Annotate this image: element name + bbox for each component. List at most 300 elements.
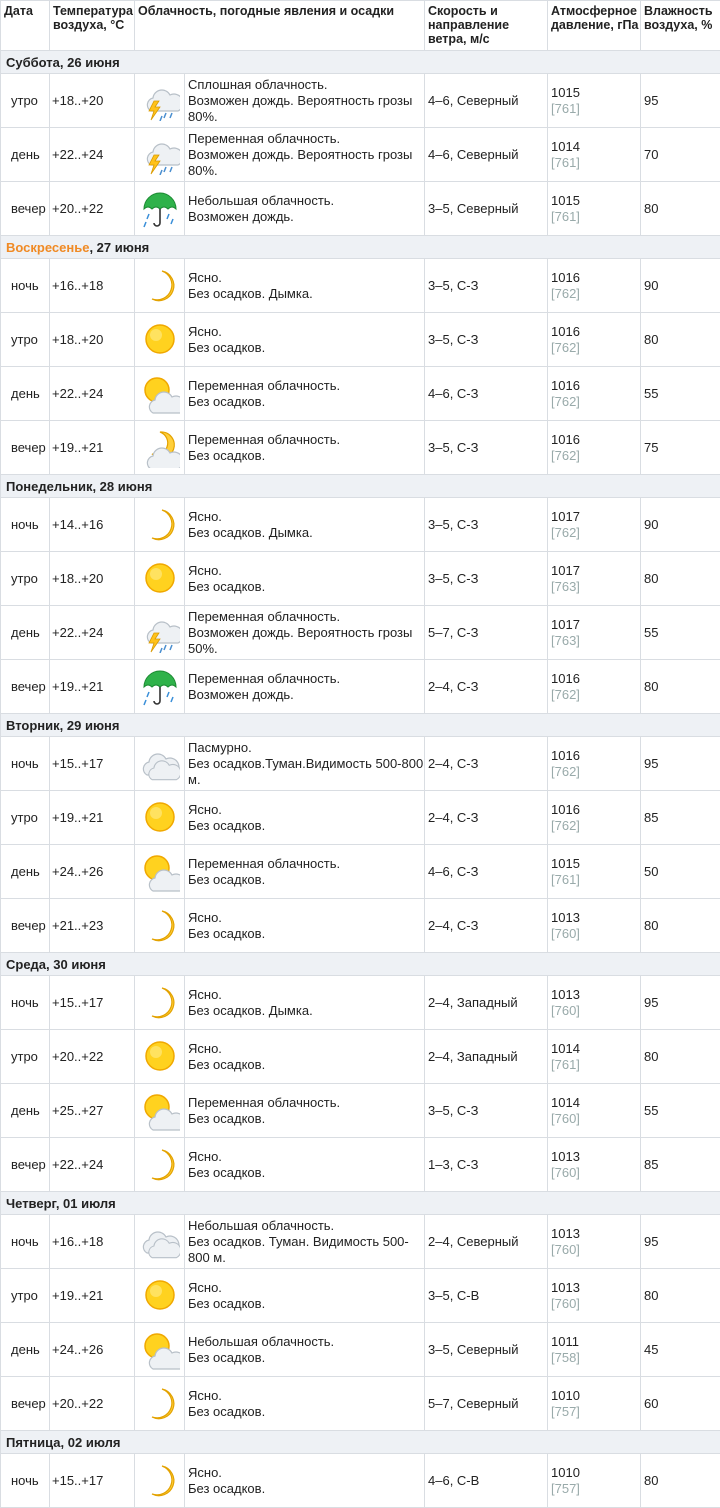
humidity: 95 (641, 1215, 720, 1269)
cloudiness-text: Ясно. (188, 324, 424, 340)
moon-icon (135, 1145, 184, 1185)
precipitation-text: Без осадков. Дымка. (188, 286, 424, 302)
precipitation-text: Без осадков. (188, 818, 424, 834)
conditions (185, 74, 425, 128)
day-date: , 01 июля (56, 1196, 116, 1211)
forecast-row (1, 845, 720, 899)
temperature: +18..+20 (50, 313, 135, 367)
weather-icon-cell (135, 976, 185, 1030)
pressure (548, 367, 641, 421)
pressure-hpa: 1015 (551, 856, 640, 872)
weather-icon-cell (135, 845, 185, 899)
pressure-mmhg: [760] (551, 1111, 640, 1127)
wind: 3–5, С-В (425, 1269, 548, 1323)
pressure-hpa: 1016 (551, 432, 640, 448)
pressure-mmhg: [763] (551, 579, 640, 595)
pressure-mmhg: [762] (551, 394, 640, 410)
humidity: 80 (641, 552, 720, 606)
time-of-day: день (1, 367, 50, 421)
pressure-mmhg: [762] (551, 525, 640, 541)
conditions (185, 1454, 425, 1508)
temperature: +25..+27 (50, 1084, 135, 1138)
time-of-day: утро (1, 1269, 50, 1323)
temperature: +22..+24 (50, 1138, 135, 1192)
time-of-day: день (1, 1084, 50, 1138)
forecast-row (1, 259, 720, 313)
conditions (185, 1084, 425, 1138)
time-of-day: вечер (1, 1138, 50, 1192)
humidity: 85 (641, 791, 720, 845)
cloudiness-text: Переменная облачность. (188, 432, 424, 448)
humidity: 70 (641, 128, 720, 182)
cloudiness-text: Небольшая облачность. (188, 1334, 424, 1350)
wind: 3–5, С-З (425, 259, 548, 313)
precipitation-text: Без осадков. (188, 448, 424, 464)
weather-icon-cell (135, 606, 185, 660)
temperature: +16..+18 (50, 259, 135, 313)
wind: 3–5, Северный (425, 182, 548, 236)
day-name: Воскресенье (6, 240, 89, 255)
pressure (548, 606, 641, 660)
weather-icon-cell (135, 421, 185, 475)
weather-icon-cell (135, 1084, 185, 1138)
sun-cloud-icon (135, 374, 184, 414)
precipitation-text: Без осадков. (188, 1057, 424, 1073)
moon-icon (135, 1461, 184, 1501)
pressure (548, 552, 641, 606)
time-of-day: утро (1, 313, 50, 367)
pressure-hpa: 1013 (551, 910, 640, 926)
pressure-hpa: 1015 (551, 85, 640, 101)
pressure (548, 737, 641, 791)
temperature: +19..+21 (50, 421, 135, 475)
pressure-mmhg: [760] (551, 926, 640, 942)
day-header-row (1, 953, 720, 976)
time-of-day: ночь (1, 737, 50, 791)
pressure-mmhg: [757] (551, 1481, 640, 1497)
temperature: +18..+20 (50, 552, 135, 606)
precipitation-text: Без осадков. Дымка. (188, 525, 424, 541)
temperature: +16..+18 (50, 1215, 135, 1269)
conditions (185, 259, 425, 313)
pressure-hpa: 1013 (551, 1226, 640, 1242)
time-of-day: ночь (1, 1215, 50, 1269)
precipitation-text: Возможен дождь. (188, 209, 424, 225)
temperature: +24..+26 (50, 845, 135, 899)
sun-cloud-icon (135, 1091, 184, 1131)
pressure-hpa: 1017 (551, 509, 640, 525)
day-header-row (1, 1192, 720, 1215)
wind: 1–3, С-З (425, 1138, 548, 1192)
conditions (185, 498, 425, 552)
weather-icon-cell (135, 1377, 185, 1431)
header-wind: Скорость и направление ветра, м/с (425, 1, 548, 51)
time-of-day: день (1, 1323, 50, 1377)
header-row (1, 1, 720, 51)
time-of-day: день (1, 845, 50, 899)
pressure-hpa: 1016 (551, 748, 640, 764)
cloudiness-text: Ясно. (188, 270, 424, 286)
sun-icon (135, 798, 184, 838)
day-name: Суббота (6, 55, 60, 70)
pressure-hpa: 1016 (551, 802, 640, 818)
header-conditions: Облачность, погодные явления и осадки (135, 1, 425, 51)
forecast-row (1, 1084, 720, 1138)
sun-icon (135, 320, 184, 360)
time-of-day: вечер (1, 660, 50, 714)
cloudiness-text: Ясно. (188, 563, 424, 579)
pressure-mmhg: [762] (551, 687, 640, 703)
umbrella-rain-icon (135, 189, 184, 229)
temperature: +19..+21 (50, 791, 135, 845)
precipitation-text: Без осадков. (188, 579, 424, 595)
day-name: Пятница (6, 1435, 61, 1450)
precipitation-text: Без осадков. (188, 926, 424, 942)
humidity: 80 (641, 313, 720, 367)
forecast-row (1, 1138, 720, 1192)
humidity: 80 (641, 660, 720, 714)
precipitation-text: Без осадков. Дымка. (188, 1003, 424, 1019)
thunderstorm-icon (135, 135, 184, 175)
forecast-row (1, 182, 720, 236)
precipitation-text: Без осадков. (188, 1404, 424, 1420)
weather-icon-cell (135, 791, 185, 845)
precipitation-text: Без осадков.Туман.Видимость 500-800 м. (188, 756, 424, 788)
weather-icon-cell (135, 1030, 185, 1084)
day-name: Четверг (6, 1196, 56, 1211)
wind: 3–5, С-З (425, 498, 548, 552)
precipitation-text: Возможен дождь. Вероятность грозы 80%. (188, 147, 424, 179)
cloudiness-text: Небольшая облачность. (188, 1218, 424, 1234)
wind: 5–7, С-З (425, 606, 548, 660)
cloudiness-text: Ясно. (188, 509, 424, 525)
pressure-mmhg: [758] (551, 1350, 640, 1366)
humidity: 80 (641, 1030, 720, 1084)
pressure-mmhg: [760] (551, 1003, 640, 1019)
precipitation-text: Без осадков. (188, 1296, 424, 1312)
moon-icon (135, 983, 184, 1023)
wind: 3–5, С-З (425, 421, 548, 475)
conditions (185, 660, 425, 714)
time-of-day: вечер (1, 421, 50, 475)
pressure-hpa: 1013 (551, 1149, 640, 1165)
umbrella-rain-icon (135, 667, 184, 707)
wind: 4–6, С-З (425, 367, 548, 421)
wind: 3–5, С-З (425, 313, 548, 367)
humidity: 80 (641, 1454, 720, 1508)
conditions (185, 313, 425, 367)
conditions (185, 791, 425, 845)
humidity: 55 (641, 1084, 720, 1138)
precipitation-text: Без осадков. (188, 1165, 424, 1181)
moon-icon (135, 505, 184, 545)
thunderstorm-icon (135, 613, 184, 653)
cloudiness-text: Переменная облачность. (188, 609, 424, 625)
pressure-hpa: 1014 (551, 1095, 640, 1111)
forecast-row (1, 498, 720, 552)
pressure (548, 259, 641, 313)
wind: 2–4, С-З (425, 791, 548, 845)
day-header (1, 51, 720, 74)
forecast-row (1, 552, 720, 606)
day-header-row (1, 236, 720, 259)
precipitation-text: Без осадков. Туман. Видимость 500-800 м. (188, 1234, 424, 1266)
conditions (185, 1377, 425, 1431)
pressure-mmhg: [761] (551, 872, 640, 888)
day-header (1, 1192, 720, 1215)
conditions (185, 1323, 425, 1377)
wind: 2–4, Северный (425, 1215, 548, 1269)
precipitation-text: Без осадков. (188, 394, 424, 410)
day-header (1, 236, 720, 259)
pressure-hpa: 1015 (551, 193, 640, 209)
precipitation-text: Без осадков. (188, 340, 424, 356)
pressure-mmhg: [761] (551, 1057, 640, 1073)
forecast-row (1, 1323, 720, 1377)
header-temperature: Температура воздуха, °C (50, 1, 135, 51)
time-of-day: ночь (1, 259, 50, 313)
header-date: Дата (1, 1, 50, 51)
cloudiness-text: Переменная облачность. (188, 131, 424, 147)
cloud-icon (135, 1222, 184, 1262)
humidity: 90 (641, 498, 720, 552)
temperature: +18..+20 (50, 74, 135, 128)
temperature: +24..+26 (50, 1323, 135, 1377)
time-of-day: утро (1, 74, 50, 128)
weather-icon-cell (135, 128, 185, 182)
forecast-row (1, 737, 720, 791)
wind: 2–4, С-З (425, 737, 548, 791)
humidity: 95 (641, 976, 720, 1030)
conditions (185, 1269, 425, 1323)
time-of-day: вечер (1, 899, 50, 953)
pressure-mmhg: [762] (551, 286, 640, 302)
cloudiness-text: Сплошная облачность. (188, 77, 424, 93)
temperature: +20..+22 (50, 1030, 135, 1084)
pressure (548, 1084, 641, 1138)
weather-icon-cell (135, 182, 185, 236)
cloudiness-text: Небольшая облачность. (188, 193, 424, 209)
pressure-hpa: 1016 (551, 324, 640, 340)
forecast-row (1, 367, 720, 421)
wind: 2–4, С-З (425, 660, 548, 714)
moon-icon (135, 906, 184, 946)
pressure (548, 1215, 641, 1269)
temperature: +22..+24 (50, 367, 135, 421)
weather-icon-cell (135, 737, 185, 791)
temperature: +22..+24 (50, 128, 135, 182)
day-name: Вторник (6, 718, 60, 733)
forecast-row (1, 1377, 720, 1431)
pressure (548, 1138, 641, 1192)
humidity: 45 (641, 1323, 720, 1377)
pressure-mmhg: [762] (551, 340, 640, 356)
humidity: 85 (641, 1138, 720, 1192)
humidity: 80 (641, 899, 720, 953)
pressure-hpa: 1010 (551, 1388, 640, 1404)
forecast-row (1, 660, 720, 714)
cloudiness-text: Пасмурно. (188, 740, 424, 756)
pressure (548, 498, 641, 552)
weather-icon-cell (135, 899, 185, 953)
pressure-hpa: 1017 (551, 563, 640, 579)
temperature: +19..+21 (50, 660, 135, 714)
thunderstorm-icon (135, 81, 184, 121)
wind: 5–7, Северный (425, 1377, 548, 1431)
day-header-row (1, 51, 720, 74)
precipitation-text: Без осадков. (188, 872, 424, 888)
sun-cloud-icon (135, 852, 184, 892)
pressure-hpa: 1014 (551, 1041, 640, 1057)
day-header (1, 953, 720, 976)
temperature: +20..+22 (50, 1377, 135, 1431)
humidity: 60 (641, 1377, 720, 1431)
cloudiness-text: Ясно. (188, 1465, 424, 1481)
pressure-mmhg: [761] (551, 101, 640, 117)
weather-icon-cell (135, 74, 185, 128)
weather-icon-cell (135, 1269, 185, 1323)
time-of-day: утро (1, 552, 50, 606)
pressure (548, 1269, 641, 1323)
cloudiness-text: Ясно. (188, 910, 424, 926)
pressure-hpa: 1016 (551, 270, 640, 286)
humidity: 90 (641, 259, 720, 313)
forecast-row (1, 421, 720, 475)
cloudiness-text: Ясно. (188, 1149, 424, 1165)
conditions (185, 737, 425, 791)
day-header (1, 1431, 720, 1454)
time-of-day: день (1, 128, 50, 182)
sun-cloud-icon (135, 1330, 184, 1370)
day-date: , 29 июня (60, 718, 120, 733)
pressure (548, 74, 641, 128)
pressure (548, 1323, 641, 1377)
time-of-day: ночь (1, 1454, 50, 1508)
conditions (185, 845, 425, 899)
day-name: Среда (6, 957, 46, 972)
wind: 3–5, С-З (425, 552, 548, 606)
wind: 4–6, С-З (425, 845, 548, 899)
pressure (548, 421, 641, 475)
time-of-day: день (1, 606, 50, 660)
precipitation-text: Возможен дождь. Вероятность грозы 80%. (188, 93, 424, 125)
humidity: 95 (641, 737, 720, 791)
weather-icon-cell (135, 1138, 185, 1192)
cloudiness-text: Переменная облачность. (188, 1095, 424, 1111)
wind: 4–6, Северный (425, 74, 548, 128)
conditions (185, 606, 425, 660)
pressure (548, 845, 641, 899)
humidity: 95 (641, 74, 720, 128)
conditions (185, 182, 425, 236)
forecast-row (1, 128, 720, 182)
time-of-day: вечер (1, 1377, 50, 1431)
temperature: +15..+17 (50, 737, 135, 791)
precipitation-text: Возможен дождь. (188, 687, 424, 703)
time-of-day: утро (1, 1030, 50, 1084)
day-header (1, 475, 720, 498)
header-humidity: Влажность воздуха, % (641, 1, 720, 51)
forecast-row (1, 899, 720, 953)
sun-icon (135, 1276, 184, 1316)
wind: 2–4, Западный (425, 976, 548, 1030)
conditions (185, 367, 425, 421)
weather-icon-cell (135, 660, 185, 714)
forecast-row (1, 791, 720, 845)
humidity: 55 (641, 606, 720, 660)
sun-icon (135, 559, 184, 599)
temperature: +19..+21 (50, 1269, 135, 1323)
pressure-hpa: 1013 (551, 987, 640, 1003)
cloudiness-text: Переменная облачность. (188, 671, 424, 687)
moon-icon (135, 1384, 184, 1424)
pressure-mmhg: [762] (551, 448, 640, 464)
pressure-hpa: 1016 (551, 378, 640, 394)
pressure-hpa: 1013 (551, 1280, 640, 1296)
pressure-hpa: 1014 (551, 139, 640, 155)
pressure-mmhg: [760] (551, 1165, 640, 1181)
conditions (185, 552, 425, 606)
forecast-body (1, 51, 720, 1508)
pressure (548, 1454, 641, 1508)
cloudiness-text: Переменная облачность. (188, 856, 424, 872)
humidity: 55 (641, 367, 720, 421)
temperature: +22..+24 (50, 606, 135, 660)
pressure-mmhg: [761] (551, 155, 640, 171)
pressure (548, 182, 641, 236)
cloud-icon (135, 744, 184, 784)
humidity: 80 (641, 182, 720, 236)
day-name: Понедельник (6, 479, 92, 494)
humidity: 75 (641, 421, 720, 475)
temperature: +20..+22 (50, 182, 135, 236)
time-of-day: ночь (1, 976, 50, 1030)
day-header-row (1, 475, 720, 498)
day-date: , 30 июня (46, 957, 106, 972)
conditions (185, 1138, 425, 1192)
wind: 2–4, С-З (425, 899, 548, 953)
moon-icon (135, 266, 184, 306)
temperature: +21..+23 (50, 899, 135, 953)
moon-cloud-icon (135, 428, 184, 468)
cloudiness-text: Ясно. (188, 1041, 424, 1057)
forecast-row (1, 313, 720, 367)
conditions (185, 976, 425, 1030)
weather-icon-cell (135, 313, 185, 367)
pressure (548, 660, 641, 714)
pressure (548, 791, 641, 845)
humidity: 80 (641, 1269, 720, 1323)
weather-icon-cell (135, 1323, 185, 1377)
forecast-row (1, 976, 720, 1030)
pressure-mmhg: [763] (551, 633, 640, 649)
pressure-mmhg: [762] (551, 764, 640, 780)
pressure-mmhg: [760] (551, 1242, 640, 1258)
pressure (548, 128, 641, 182)
pressure-mmhg: [761] (551, 209, 640, 225)
pressure-mmhg: [762] (551, 818, 640, 834)
precipitation-text: Без осадков. (188, 1350, 424, 1366)
pressure (548, 899, 641, 953)
time-of-day: ночь (1, 498, 50, 552)
time-of-day: утро (1, 791, 50, 845)
sun-icon (135, 1037, 184, 1077)
cloudiness-text: Ясно. (188, 802, 424, 818)
weather-icon-cell (135, 367, 185, 421)
conditions (185, 1215, 425, 1269)
wind: 2–4, Западный (425, 1030, 548, 1084)
pressure (548, 1030, 641, 1084)
